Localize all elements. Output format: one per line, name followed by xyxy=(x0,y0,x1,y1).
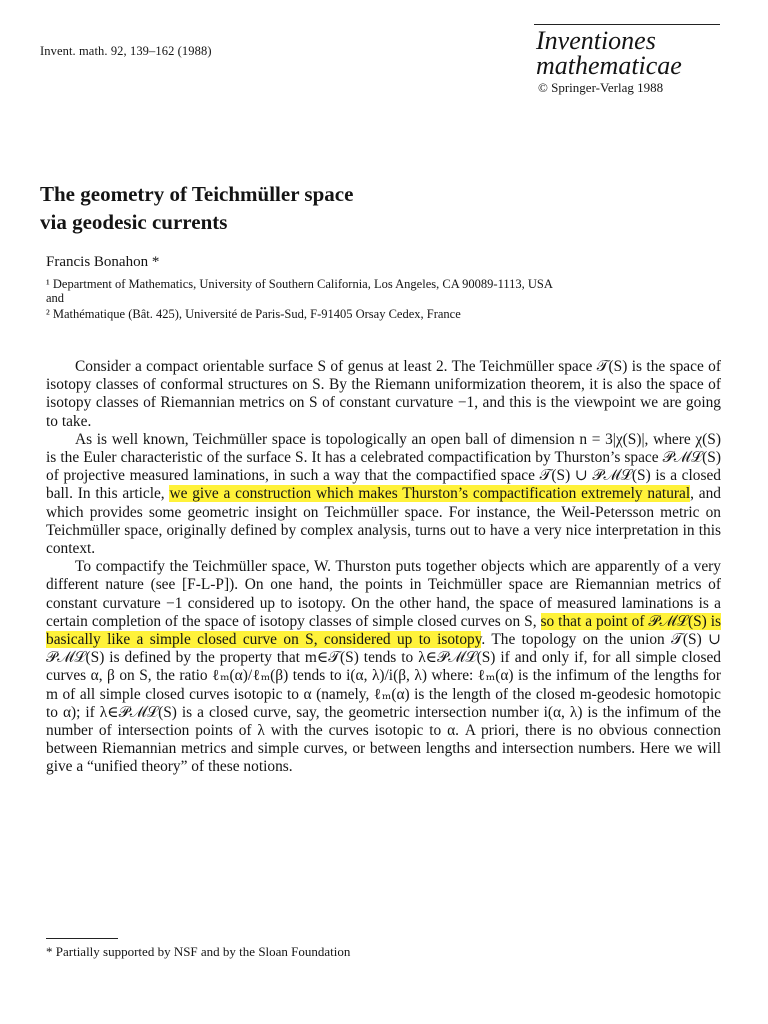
paragraph-3-text-start: To compactify the Teichmüller space, W. Thurston puts together objects which are apparently of a very different nature (see [F-L-P]). On one hand, the points in Teichmüller space are Riemannian metrics of constant curvature −1 considered up to isotopy. On the other hand, the space of measured laminations is a certain completion of the space of isotopy classes of simple closed curves on S, xyxy=(46,558,721,630)
highlighted-text-1: we give a construction which makes Thurston’s compactification extremely natural xyxy=(169,485,691,503)
footnote: * Partially supported by NSF and by the Sloan Foundation xyxy=(46,944,351,959)
body-text xyxy=(46,358,721,777)
journal-name-line1: Inventiones xyxy=(536,26,656,55)
journal-name-line2: mathematicae xyxy=(536,51,682,80)
paragraph-3-text-end: . The topology on the union 𝒯(S) ∪ 𝒫ℳℒ(S) is defined by the property that m∈𝒯(S) tends to λ∈𝒫ℳℒ(S) if and only if, for all simple closed curves α, β on S, the ratio ℓₘ(α)/ℓₘ(β) tends to i(α, λ)/i(β, λ) where: ℓₘ(α) is the infimum of the lengths for m of all simple closed curves isotopic to α (namely, ℓₘ(α) is the length of the closed m-geodesic homotopic to α); if λ∈𝒫ℳℒ(S) is a closed curve, say, the geometric intersection number i(α, λ) is the infimum of the number of intersection points of λ with the curves isotopic to α. A priori, there is no obvious connection between Riemannian metrics and simple curves, or between lengths and intersection numbers. Here we will give a “unified theory” of these notions. xyxy=(46,631,721,776)
paragraph-1: Consider a compact orientable surface S of genus at least 2. The Teichmüller space 𝒯(S) is the space of isotopy classes of conformal structures on S. By the Riemann uniformization theorem, it is also the space of isotopy classes of Riemannian metrics on S of constant curvature −1, and this is the viewpoint we are going to take. xyxy=(46,358,721,430)
affiliation-2: ² Mathématique (Bât. 425), Université de Paris-Sud, F-91405 Orsay Cedex, France xyxy=(46,307,461,321)
title-line2: via geodesic currents xyxy=(40,210,228,234)
paragraph-3 xyxy=(46,558,721,776)
header-rule xyxy=(534,24,720,25)
journal-name xyxy=(536,28,682,78)
paper-title xyxy=(40,180,353,236)
paragraph-2-text-end: , and which provides some geometric insight on Teichmüller space. For instance, the Weil-Petersson metric on Teichmüller space, originally defined by complex analysis, turns out to have a very nice interpretation in this context. xyxy=(46,485,722,558)
highlighted-text-2: so that a point of 𝒫ℳℒ(S) is basically like a simple closed curve on S, considered up to isotopy xyxy=(46,612,721,649)
affiliation-and: and xyxy=(46,291,65,305)
paragraph-2-text-start: As is well known, Teichmüller space is topologically an open ball of dimension n = 3|χ(S)|, where χ(S) is the Euler characteristic of the surface S. It has a celebrated compactification by Thurston’s space 𝒫ℳℒ(S) of projective measured laminations, in such a way that the compactified space 𝒯(S) ∪ 𝒫ℳℒ(S) is a closed ball. In this article, xyxy=(46,430,721,503)
footnote-rule xyxy=(46,938,118,939)
author-name: Francis Bonahon * xyxy=(46,254,160,270)
title-line1: The geometry of Teichmüller space xyxy=(40,182,354,206)
paragraph-2 xyxy=(46,431,721,558)
journal-citation: Invent. math. 92, 139–162 (1988) xyxy=(40,44,212,58)
copyright-notice: © Springer-Verlag 1988 xyxy=(538,80,664,95)
affiliation-1: ¹ Department of Mathematics, University of Southern California, Los Angeles, CA 90089-1113, USA xyxy=(46,277,553,291)
